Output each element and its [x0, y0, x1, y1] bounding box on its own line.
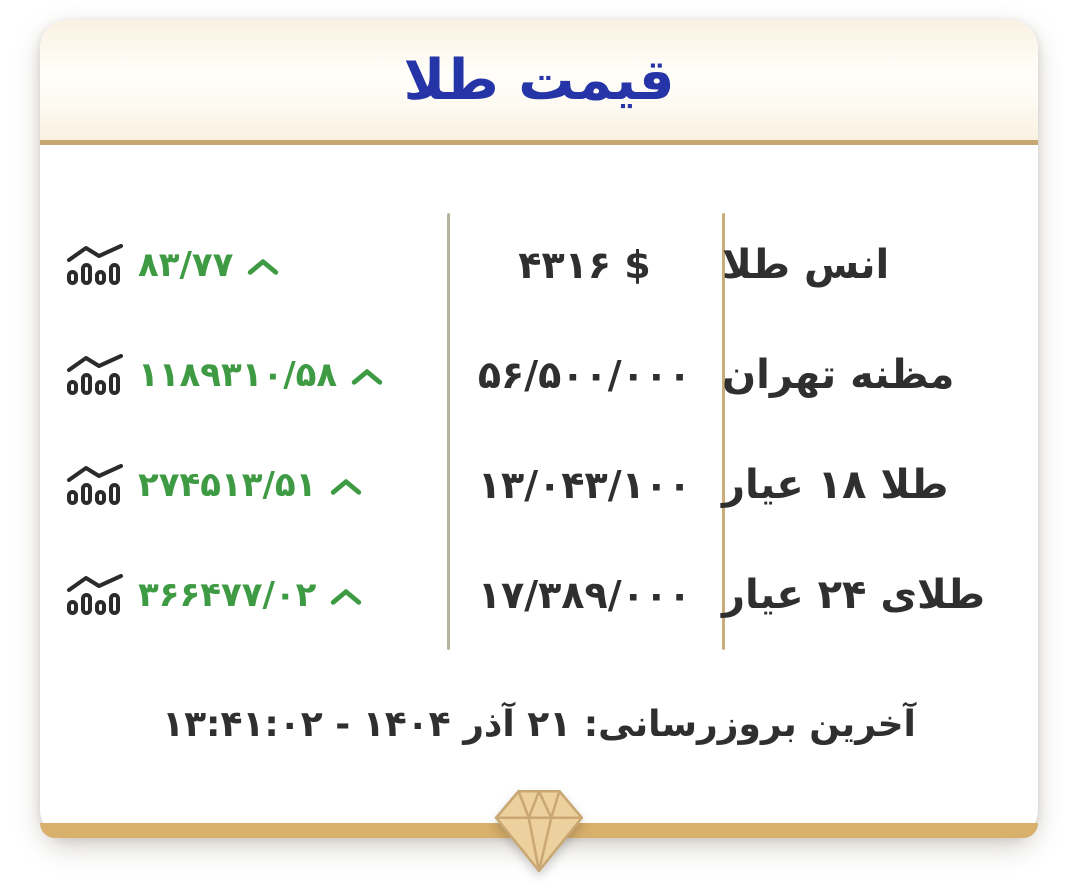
up-caret-icon: [247, 258, 279, 276]
up-caret-icon: [351, 368, 383, 386]
change-value: ۲۷۴۵۱۳/۵۱: [138, 465, 317, 505]
chart-increasing-icon: [66, 464, 124, 506]
diamond-icon: [488, 783, 590, 881]
price-value: ۱۷/۳۸۹/۰۰۰: [477, 573, 692, 617]
chart-increasing-icon: [66, 574, 124, 616]
up-caret-icon: [330, 478, 362, 496]
price-row: [40, 320, 1038, 430]
price-row: [40, 540, 1038, 650]
row-label: طلا ۱۸ عیار: [722, 462, 949, 508]
price-table-body: [40, 210, 1038, 650]
change-cell: [40, 540, 447, 650]
price-value: ۵۶/۵۰۰/۰۰۰: [477, 353, 692, 397]
price-row: [40, 210, 1038, 320]
row-label: انس طلا: [722, 242, 890, 288]
change-value: ۱۱۸۹۳۱۰/۵۸: [138, 355, 338, 395]
last-update-text: آخرین بروزرسانی: ۲۱ آذر ۱۴۰۴ - ۱۳:۴۱:۰۲: [162, 704, 916, 745]
change-cell: [40, 320, 447, 430]
gold-price-card: [40, 20, 1038, 838]
row-label: طلای ۲۴ عیار: [722, 572, 986, 618]
change-cell: [40, 210, 447, 320]
up-caret-icon: [330, 588, 362, 606]
row-label: مظنه تهران: [722, 352, 955, 398]
price-value: ۴۳۱۶ $: [518, 243, 651, 287]
chart-increasing-icon: [66, 244, 124, 286]
page-title: قیمت طلا: [403, 47, 675, 113]
price-row: [40, 430, 1038, 540]
card-header: [40, 20, 1038, 145]
chart-increasing-icon: [66, 354, 124, 396]
change-value: ۳۶۶۴۷۷/۰۲: [138, 575, 317, 615]
change-cell: [40, 430, 447, 540]
change-value: ۸۳/۷۷: [138, 245, 234, 285]
price-value: ۱۳/۰۴۳/۱۰۰: [477, 463, 692, 507]
